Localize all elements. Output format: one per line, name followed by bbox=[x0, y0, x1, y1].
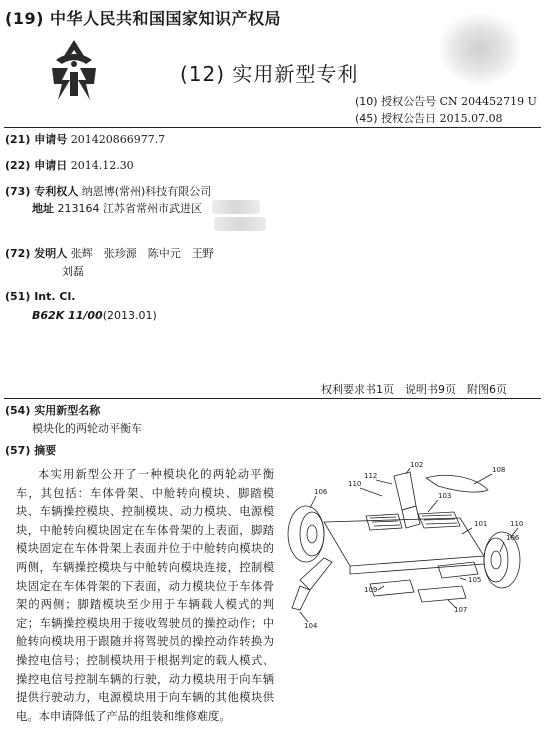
patent-office-header: (19) 中华人民共和国国家知识产权局 bbox=[5, 9, 281, 28]
application-number-label: (21) 申请号 bbox=[5, 133, 68, 146]
patentee-row bbox=[5, 183, 211, 199]
int-cl-label: (51) Int. Cl. bbox=[5, 290, 76, 303]
drawing-label-106-left: 106 bbox=[314, 488, 328, 496]
patentee-label: (73) 专利权人 bbox=[5, 185, 79, 198]
page-count-summary: 权利要求书1页 说明书9页 附图6页 bbox=[321, 383, 507, 396]
application-date-label: (22) 申请日 bbox=[5, 159, 68, 172]
cnipa-emblem-icon bbox=[48, 38, 100, 106]
drawing-label-110-left: 110 bbox=[348, 480, 362, 488]
drawing-label-112: 112 bbox=[364, 472, 378, 480]
drawing-part-labels bbox=[304, 462, 523, 630]
address-label: 地址 bbox=[32, 202, 54, 215]
balance-vehicle-exploded-drawing bbox=[278, 462, 541, 632]
publication-date: 2015.07.08 bbox=[439, 112, 503, 125]
utility-model-name-label: (54) 实用新型名称 bbox=[5, 404, 101, 417]
patentee-name: 纳恩博(常州)科技有限公司 bbox=[81, 185, 212, 198]
drawing-label-106-right: 106 bbox=[506, 534, 520, 542]
redacted-address-part-2 bbox=[214, 217, 266, 231]
drawing-label-110-right: 110 bbox=[510, 520, 524, 528]
drawing-label-105: 105 bbox=[468, 576, 482, 584]
publication-number-row bbox=[355, 93, 537, 109]
publication-number-label: (10) 授权公告号 bbox=[355, 95, 437, 108]
drawing-label-104: 104 bbox=[304, 622, 318, 630]
application-date: 2014.12.30 bbox=[70, 159, 134, 172]
application-number: 201420866977.7 bbox=[70, 133, 166, 146]
patent-type-title: (12) 实用新型专利 bbox=[180, 62, 359, 86]
inventors-row bbox=[5, 245, 214, 261]
body-divider bbox=[4, 398, 541, 399]
drawing-label-101: 101 bbox=[474, 520, 488, 528]
drawing-label-103: 103 bbox=[438, 492, 452, 500]
abstract-label: (57) 摘要 bbox=[5, 444, 57, 457]
publication-date-row bbox=[355, 110, 503, 126]
inventors-label: (72) 发明人 bbox=[5, 247, 68, 260]
inventors-names-line2: 刘磊 bbox=[62, 265, 84, 278]
header-divider bbox=[4, 127, 541, 128]
publication-date-label: (45) 授权公告日 bbox=[355, 112, 437, 125]
drawing-label-102: 102 bbox=[410, 462, 424, 469]
int-cl-code: B62K 11/00 bbox=[32, 309, 103, 322]
application-number-row bbox=[5, 131, 165, 147]
application-date-row bbox=[5, 157, 134, 173]
utility-model-name: 模块化的两轮动平衡车 bbox=[32, 422, 142, 435]
address-value: 213164 江苏省常州市武进区 bbox=[57, 202, 202, 215]
redacted-address-part-1 bbox=[212, 200, 260, 214]
drawing-label-109: 109 bbox=[364, 586, 378, 594]
int-cl-year: (2013.01) bbox=[102, 309, 157, 322]
drawing-label-107: 107 bbox=[454, 606, 468, 614]
address-row bbox=[32, 200, 202, 216]
inventors-names: 张辉 张珍源 陈中元 王野 bbox=[70, 247, 214, 260]
int-cl-classification bbox=[32, 309, 157, 322]
redacted-corner-watermark bbox=[440, 14, 520, 84]
publication-number: CN 204452719 U bbox=[439, 95, 537, 108]
drawing-label-108: 108 bbox=[492, 466, 506, 474]
abstract-text: 本实用新型公开了一种模块化的两轮动平衡车，其包括：车体骨架、中舱转向模块、脚踏模块、车辆操控模块、控制模块、动力模块、电源模块，中舱转向模块固定在车体骨架的上表面，脚踏模块固定在车体骨架上表面并位于中舱转向模块的两侧，车辆操控模块与中舱转向模块连接，控制模块固定在车体骨架的下表面，动力模块位于车体骨架的两侧；脚踏模块至少用于车辆载人模式的判定；车辆操控模块用于接收驾驶员的操控动作；中舱转向模块用于跟随并将驾驶员的操控动作转换为操控电信号；控制模块用于根据判定的载人模式、操控电信号控制车辆的行驶，动力模块用于向车辆提供行驶动力，电源模块用于向车辆的其他模块供电。本申请降低了产品的组装和维修难度。 bbox=[16, 468, 274, 723]
